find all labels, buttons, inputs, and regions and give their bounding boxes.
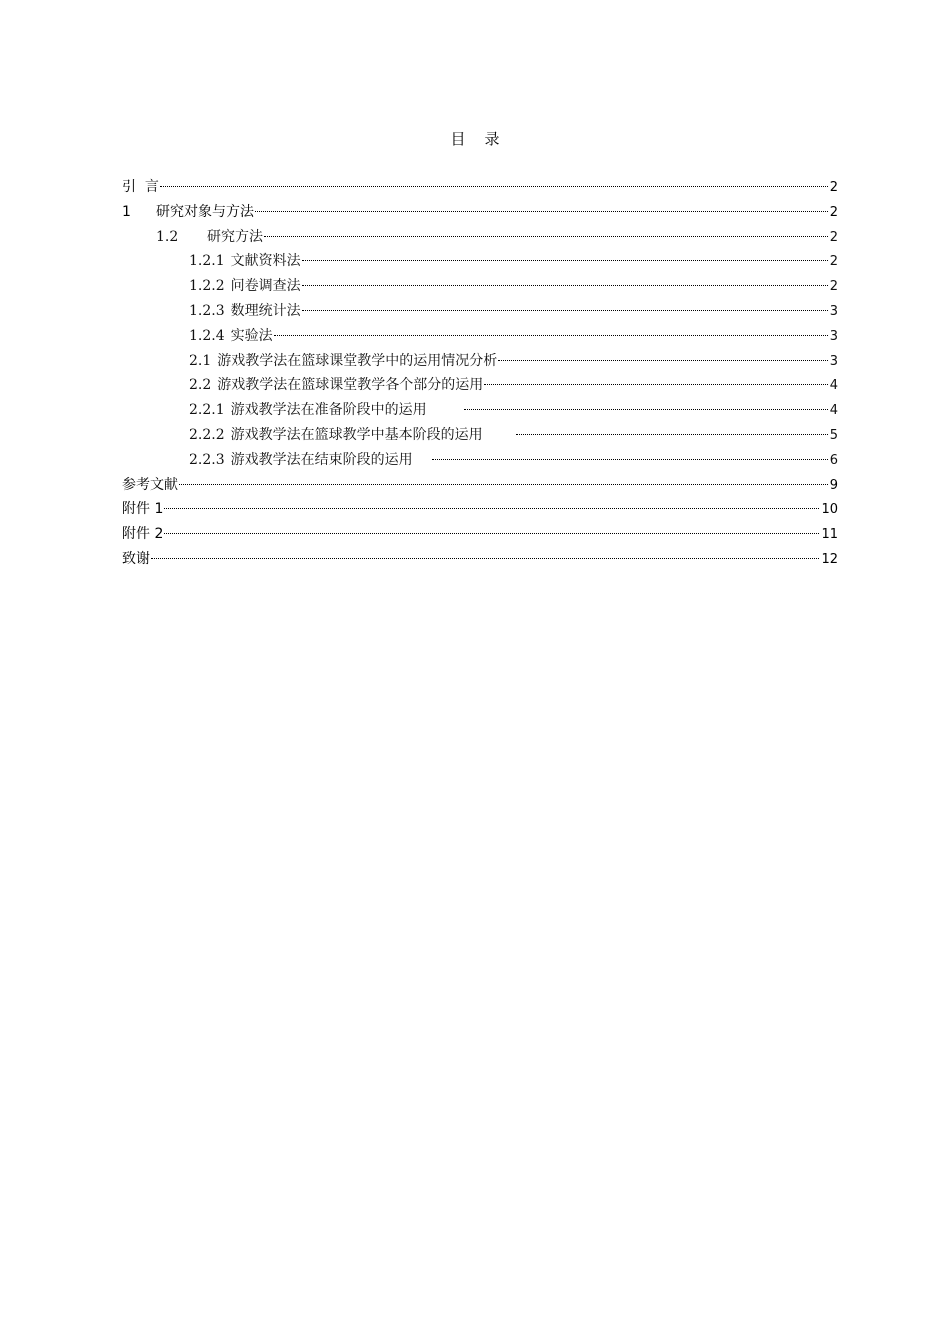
- toc-entry-number: 2.1: [189, 352, 212, 369]
- toc-title: 目 录: [450, 130, 500, 148]
- toc-entry-number: 2.2.2: [189, 426, 225, 443]
- toc-entry-label: 数理统计法: [230, 302, 301, 319]
- toc-entry-label: 参考文献: [122, 476, 178, 493]
- toc-entry-number: 1.2.1: [189, 253, 225, 270]
- toc-entry-appendix-1[interactable]: [122, 497, 838, 522]
- toc-entry-acknowledgements[interactable]: [122, 547, 838, 572]
- dot-leader: [255, 211, 828, 212]
- toc-entry-page: 2: [829, 204, 838, 220]
- toc-entry-references[interactable]: [122, 473, 838, 498]
- toc-entry-page: 11: [821, 527, 838, 543]
- dot-leader: [151, 558, 819, 559]
- toc-entry-label: 游戏教学法在篮球课堂教学中的运用情况分析: [217, 352, 498, 369]
- toc-entry-label: 研究方法: [207, 228, 263, 245]
- dot-leader: [179, 484, 828, 485]
- dot-leader: [302, 285, 828, 286]
- dot-leader: [464, 409, 828, 410]
- toc-entry-page: 9: [829, 477, 838, 493]
- toc-entry-page: 2: [829, 180, 838, 195]
- toc-entry-page: 12: [821, 551, 838, 567]
- toc-entry-number: 1.2: [156, 228, 179, 245]
- toc-entry-label: 附件 2: [122, 526, 164, 543]
- toc-entry-label: 游戏教学法在篮球教学中基本阶段的运用: [230, 426, 483, 443]
- toc-entry-page: 10: [821, 502, 838, 518]
- toc-entry-appendix-2[interactable]: [122, 522, 838, 547]
- table-of-contents: [122, 175, 838, 572]
- toc-entry-section-1-2-1[interactable]: [122, 249, 838, 274]
- toc-entry-page: 6: [829, 452, 838, 468]
- toc-entry-label: 实验法: [230, 327, 273, 344]
- toc-entry-number: 1.2.2: [189, 278, 225, 295]
- toc-entry-label: 游戏教学法在准备阶段中的运用: [230, 402, 427, 419]
- toc-entry-section-2-2-2[interactable]: [122, 423, 838, 448]
- toc-entry-label: 文献资料法: [230, 253, 301, 270]
- dot-leader: [264, 236, 828, 237]
- toc-entry-label: 游戏教学法在结束阶段的运用: [230, 451, 413, 468]
- toc-entry-introduction[interactable]: [122, 175, 838, 200]
- toc-entry-page: 2: [829, 254, 838, 270]
- toc-entry-section-2-2-3[interactable]: [122, 448, 838, 473]
- toc-entry-section-1-2-3[interactable]: [122, 299, 838, 324]
- toc-entry-section-1-2[interactable]: [122, 225, 838, 250]
- toc-entry-page: 3: [829, 353, 838, 369]
- toc-entry-label: 致谢: [122, 550, 150, 567]
- toc-entry-page: 4: [829, 403, 838, 419]
- toc-entry-number: 2.2.1: [189, 402, 225, 419]
- toc-entry-page: 2: [829, 279, 838, 295]
- dot-leader: [432, 459, 828, 460]
- toc-entry-section-2-1[interactable]: [122, 349, 838, 374]
- toc-entry-section-1-2-2[interactable]: [122, 274, 838, 299]
- dot-leader: [160, 186, 828, 187]
- toc-entry-page: 3: [829, 303, 838, 319]
- toc-entry-section-1[interactable]: [122, 200, 838, 225]
- toc-entry-number: 1.2.3: [189, 302, 225, 319]
- dot-leader: [164, 508, 819, 509]
- dot-leader: [484, 384, 827, 385]
- toc-entry-section-2-2-1[interactable]: [122, 398, 838, 423]
- toc-entry-number: 2.2: [189, 377, 212, 394]
- toc-entry-number: 1: [122, 203, 131, 220]
- dot-leader: [498, 360, 827, 361]
- toc-entry-section-1-2-4[interactable]: [122, 324, 838, 349]
- dot-leader: [164, 533, 819, 534]
- dot-leader: [274, 335, 828, 336]
- toc-entry-label: 问卷调查法: [230, 278, 301, 295]
- toc-entry-page: 5: [829, 427, 838, 443]
- toc-entry-label: 附件 1: [122, 501, 164, 518]
- toc-entry-page: 3: [829, 328, 838, 344]
- toc-entry-number: 1.2.4: [189, 327, 225, 344]
- toc-entry-section-2-2[interactable]: [122, 373, 838, 398]
- toc-entry-page: 2: [829, 229, 838, 245]
- dot-leader: [516, 434, 828, 435]
- toc-entry-page: 4: [829, 378, 838, 394]
- toc-entry-label: 游戏教学法在篮球课堂教学各个部分的运用: [217, 377, 484, 394]
- toc-entry-label: 引 言: [122, 179, 159, 195]
- toc-entry-number: 2.2.3: [189, 451, 225, 468]
- dot-leader: [302, 310, 828, 311]
- dot-leader: [302, 260, 828, 261]
- toc-entry-label: 研究对象与方法: [156, 203, 254, 220]
